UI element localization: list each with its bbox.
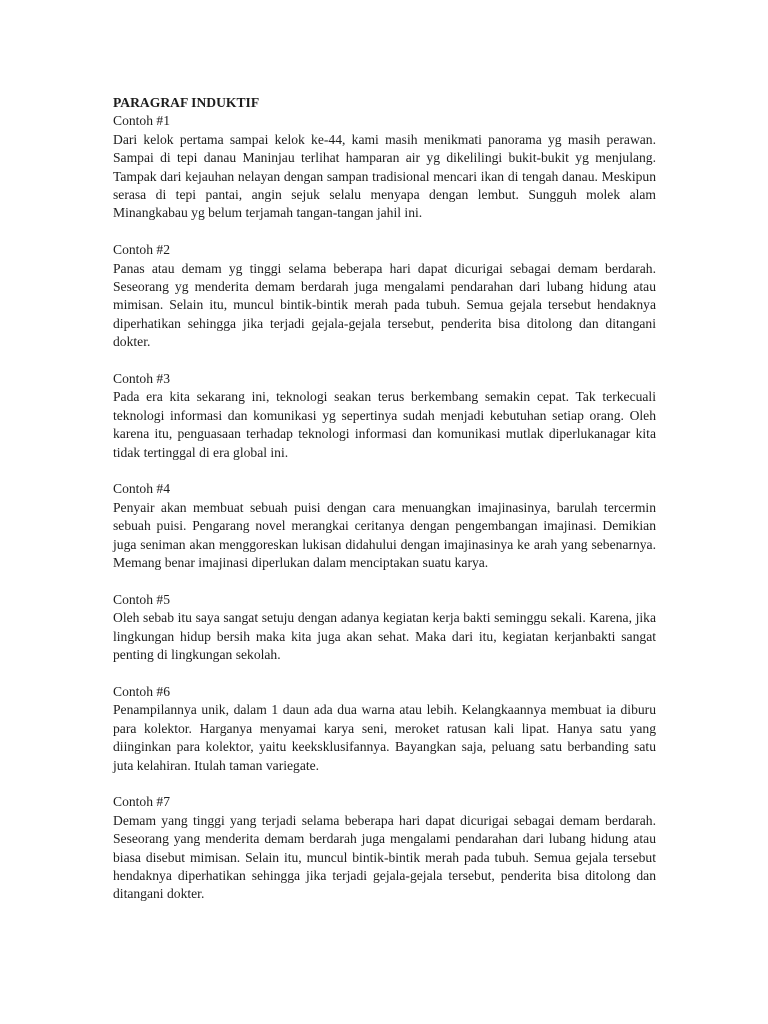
example-heading: Contoh #7 <box>113 794 171 810</box>
example-paragraph: Oleh sebab itu saya sangat setuju dengan adanya kegiatan kerja bakti seminggu sekali. Karena, jika lingkungan hidup bersih maka kita juga akan sehat. Maka dari itu, kegiatan kerjanbakti sangat penting di lingkungan sekolah. <box>113 610 656 663</box>
example-heading: Contoh #3 <box>113 371 171 387</box>
example-paragraph: Demam yang tinggi yang terjadi selama beberapa hari dapat dicurigai sebagai demam berdarah. Seseorang yang menderita demam berdarah juga mengalami pendarahan dari lubang hidung atau biasa disebut mimisan. Selain itu, muncul bintik-bintik merah pada tubuh. Semua gejala tersebut hendaknya diperhatikan sehingga jika terjadi gejala-gejala tersebut, penderita bisa ditolong dan ditangani dokter. <box>113 812 656 902</box>
example-6 <box>113 683 656 775</box>
example-4 <box>113 480 656 572</box>
example-paragraph: Pada era kita sekarang ini, teknologi seakan terus berkembang semakin cepat. Tak terkecuali teknologi informasi dan komunikasi yg sepertinya sudah menjadi kebutuhan setiap orang. Oleh karena itu, penguasaan terhadap teknologi informasi dan komunikasi mutlak diperlukanagar kita tidak tertinggal di era global ini. <box>113 389 656 460</box>
example-2 <box>113 241 656 351</box>
example-paragraph: Dari kelok pertama sampai kelok ke-44, kami masih menikmati panorama yg masih perawan. Sampai di tepi danau Maninjau terlihat hamparan air yg dikelilingi bukit-bukit yg menjulang. Tampak dari kejauhan nelayan dengan sampan tradisional mencari ikan di tengah danau. Meskipun serasa di tepi pantai, angin sejuk selalu menyapa dengan lembut. Sungguh molek alam Minangkabau yg belum terjamah tangan-tangan jahil ini. <box>113 131 656 221</box>
document-title: PARAGRAF INDUKTIF <box>113 95 260 110</box>
example-heading: Contoh #6 <box>113 683 171 699</box>
example-heading: Contoh #2 <box>113 242 171 258</box>
example-1 <box>113 112 656 222</box>
example-heading: Contoh #5 <box>113 591 171 607</box>
example-3 <box>113 370 656 462</box>
example-paragraph: Penyair akan membuat sebuah puisi dengan cara menuangkan imajinasinya, barulah tercermin sebuah puisi. Pengarang novel merangkai ceritanya dengan pengembangan imajinasi. Demikian juga seniman akan menggoreskan lukisan didahului dengan imajinasinya ke arah yang sebenarnya. Memang benar imajinasi diperlukan dalam menciptakan suatu karya. <box>113 499 656 571</box>
example-paragraph: Panas atau demam yg tinggi selama beberapa hari dapat dicurigai sebagai demam berdarah. Seseorang yg menderita demam berdarah juga mengalami pendarahan dari lubang hidung atau mimisan. Selain itu, muncul bintik-bintik merah pada tubuh. Semua gejala tersebut hendaknya diperhatikan sehingga jika terjadi gejala-gejala tersebut, penderita bisa ditolong dan ditangani dokter. <box>113 260 656 350</box>
example-heading: Contoh #4 <box>113 481 171 497</box>
example-7 <box>113 793 656 903</box>
example-5 <box>113 591 656 665</box>
example-heading: Contoh #1 <box>113 113 171 129</box>
example-paragraph: Penampilannya unik, dalam 1 daun ada dua warna atau lebih. Kelangkaannya membuat ia diburu para kolektor. Harganya menyamai karya seni, meroket ratusan kali lipat. Hanya satu yang diinginkan para kolektor, yaitu keeksklusifannya. Bayangkan saja, peluang satu berbanding satu juta kelahiran. Itulah taman variegate. <box>113 702 656 773</box>
